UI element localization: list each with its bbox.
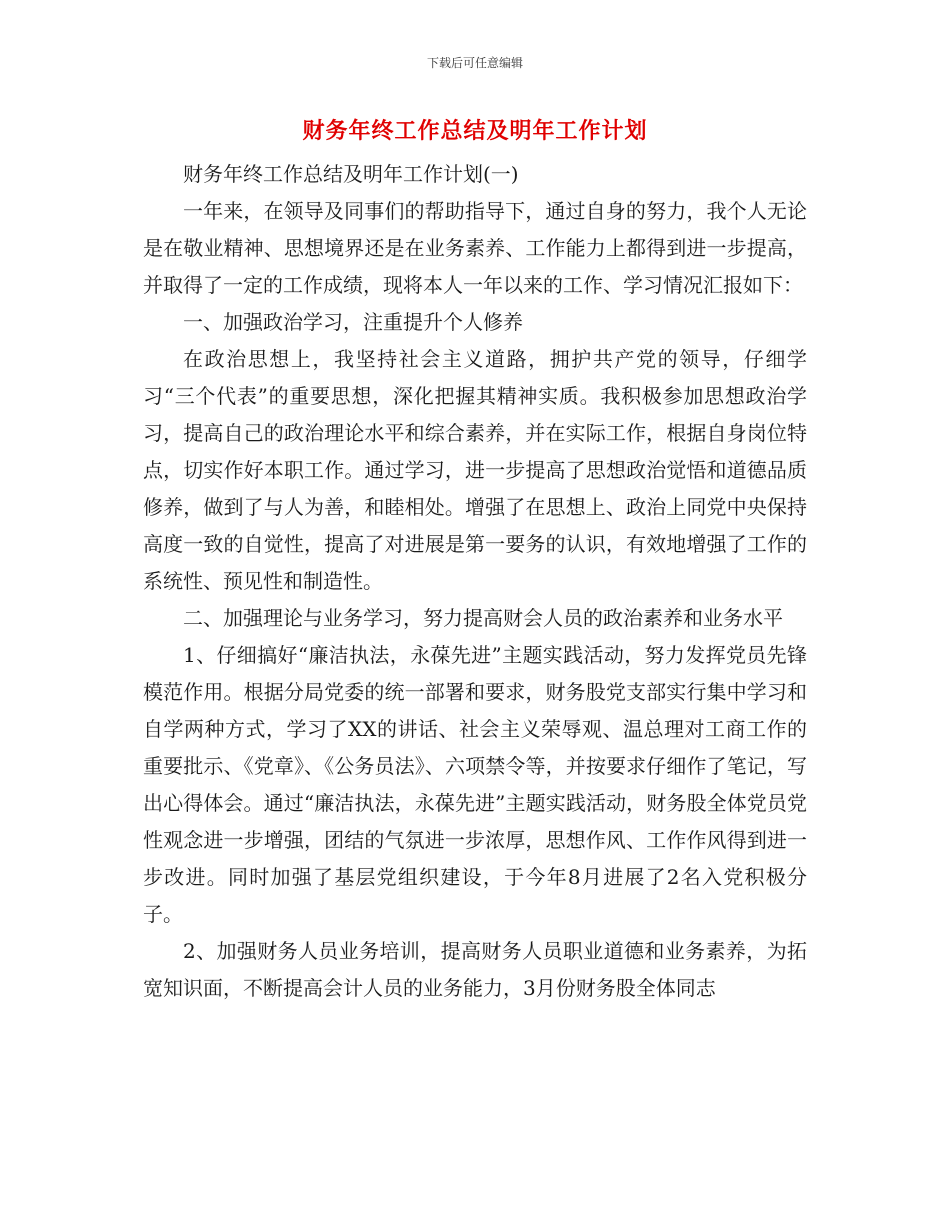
document-title: 财务年终工作总结及明年工作计划 <box>302 118 648 144</box>
paragraph-item-2: 2、加强财务人员业务培训，提高财务人员职业道德和业务素养，为拓宽知识面，不断提高会计人员的业务能力，3月份财务股全体同志 <box>143 939 807 1000</box>
paragraph-political-study: 在政治思想上，我坚持社会主义道路，拥护共产党的领导，仔细学习“三个代表”的重要思想，深化把握其精神实质。我积极参加思想政治学习，提高自己的政治理论水平和综合素养，并在实际工作，根据自身岗位特点，切实作好本职工作。通过学习，进一步提高了思想政治觉悟和道德品质修养，做到了与人为善，和睦相处。增强了在思想上、政治上同党中央保持高度一致的自觉性，提高了对进展是第一要务的认识，有效地增强了工作的系统性、预见性和制造性。 <box>143 347 807 593</box>
paragraph-subtitle: 财务年终工作总结及明年工作计划(一) <box>183 162 519 186</box>
section-heading-1: 一、加强政治学习，注重提升个人修养 <box>183 310 523 334</box>
section-heading-2: 二、加强理论与业务学习，努力提高财会人员的政治素养和业务水平 <box>183 606 783 630</box>
paragraph-item-1: 1、仔细搞好“廉洁执法，永葆先进”主题实践活动，努力发挥党员先锋模范作用。根据分局党委的统一部署和要求，财务股党支部实行集中学习和自学两种方式，学习了XX的讲话、社会主义荣辱观、温总理对工商工作的重要批示、《党章》、《公务员法》、六项禁令等，并按要求仔细作了笔记，写出心得体会。通过“廉洁执法，永葆先进”主题实践活动，财务股全体党员党性观念进一步增强，团结的气氛进一步浓厚，思想作风、工作作风得到进一步改进。同时加强了基层党组织建设，于今年8月进展了2名入党积极分子。 <box>143 643 807 926</box>
paragraph-intro: 一年来，在领导及同事们的帮助指导下，通过自身的努力，我个人无论是在敬业精神、思想境界还是在业务素养、工作能力上都得到进一步提高，并取得了一定的工作成绩，现将本人一年以来的工作、学习情况汇报如下： <box>143 199 807 297</box>
header-note: 下载后可任意编辑 <box>426 56 523 70</box>
document-body <box>143 156 807 1007</box>
